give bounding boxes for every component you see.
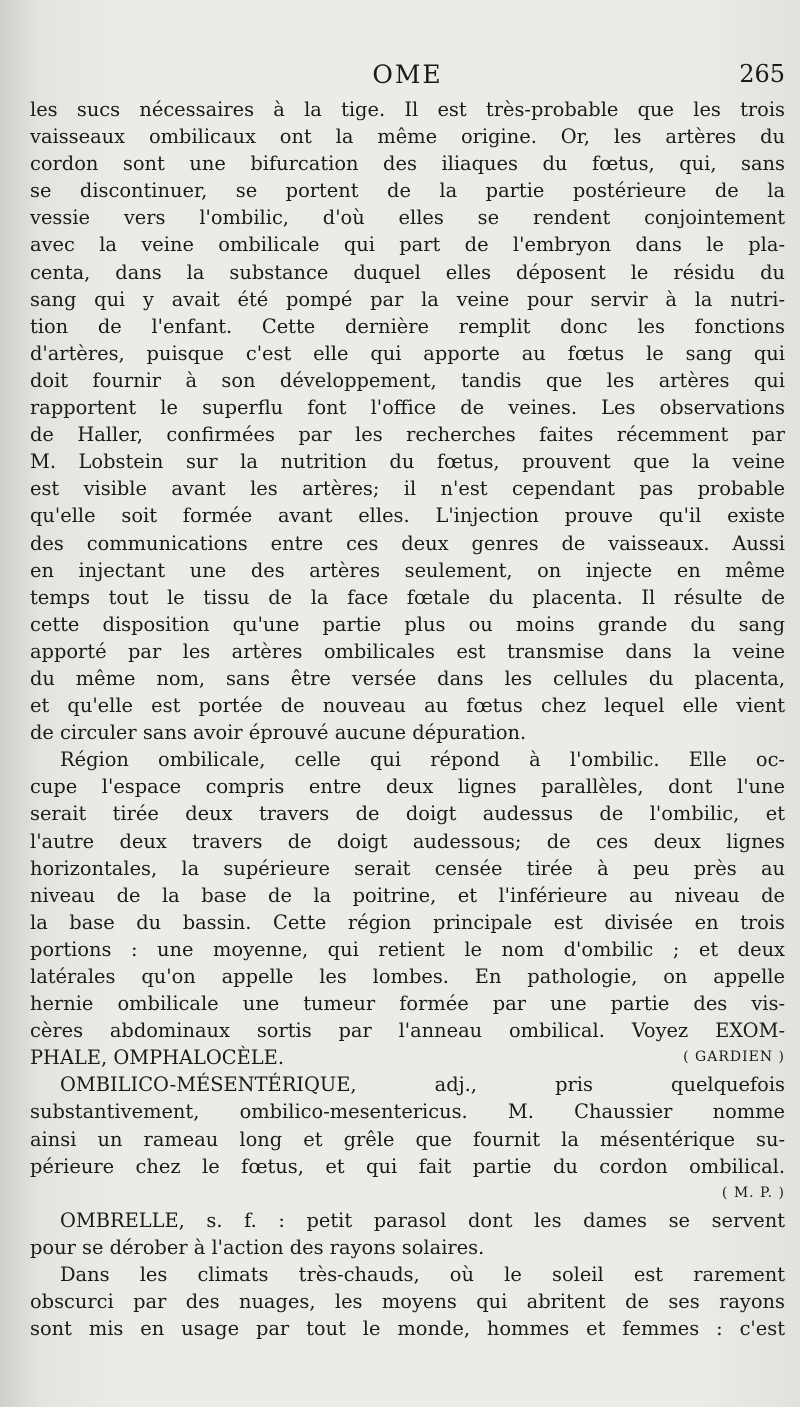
author-signature-mp: ( M. P. ) [721,1184,785,1201]
text-line: des communications entre ces deux genres de vaisseaux. Aussi [30,531,785,555]
text-line: se discontinuer, se portent de la partie postérieure de la [30,179,785,203]
text-line: les sucs nécessaires à la tige. Il est très-probable que les trois [30,98,785,121]
text-line: tion de l'enfant. Cette dernière remplit donc les fonctions [30,314,785,338]
text-line: sont mis en usage par tout le monde, hommes et femmes : c'est [30,1317,785,1341]
text-line: périeure chez le fœtus, et qui fait partie du cordon ombilical. [30,1154,785,1178]
text-line: en injectant une des artères seulement, on injecte en même [30,558,785,582]
entry-headword-line: OMBRELLE, s. f. : petit parasol dont les dames se servent [60,1208,785,1232]
text-line: temps tout le tissu de la face fœtale du placenta. Il résulte de [30,585,785,609]
text-line: cères abdominaux sortis par l'anneau ombilical. Voyez EXOM- [30,1019,785,1043]
text-line: cordon sont une bifurcation des iliaques du fœtus, qui, sans [30,152,785,176]
text-line: centa, dans la substance duquel elles déposent le résidu du [30,260,785,284]
body-text [30,96,785,1342]
text-line: la base du bassin. Cette région principale est divisée en trois [30,910,785,934]
text-line: serait tirée deux travers de doigt audessus de l'ombilic, et [30,802,785,826]
text-line: vaisseaux ombilicaux ont la même origine. Or, les artères du [30,125,785,149]
text-line: latérales qu'on appelle les lombes. En pathologie, on appelle [30,965,785,988]
running-head: OME [372,60,443,89]
text-line: l'autre deux travers de doigt audessous; de ces deux lignes [30,829,785,853]
page-number: 265 [739,60,785,88]
text-line: est visible avant les artères; il n'est cependant pas probable [30,477,785,501]
text-line: doit fournir à son développement, tandis que les artères qui [30,368,785,392]
text-line: de circuler sans avoir éprouvé aucune dépuration. [30,721,527,745]
text-line: et qu'elle est portée de nouveau au fœtus chez lequel elle vient [30,694,785,718]
text-line: pour se dérober à l'action des rayons solaires. [30,1235,485,1259]
text-line: apporté par les artères ombilicales est transmise dans la veine [30,639,785,663]
text-line: obscurci par des nuages, les moyens qui abritent de ses rayons [30,1290,785,1314]
text-line: d'artères, puisque c'est elle qui apporte au fœtus le sang qui [30,341,785,365]
text-line-content: PHALE, OMPHALOCÈLE. [30,1046,284,1070]
text-line: du même nom, sans être versée dans les cellules du placenta, [30,666,785,690]
text-line: portions : une moyenne, qui retient le nom d'ombilic ; et deux [30,937,785,961]
text-line: vessie vers l'ombilic, d'où elles se rendent conjointement [30,206,785,230]
text-line: substantivement, ombilico-mesentericus. M. Chaussier nomme [30,1100,785,1124]
text-line: horizontales, la supérieure serait censée tirée à peu près au [30,856,785,880]
page-header [30,60,785,94]
text-line: rapportent le superflu font l'office de veines. Les observations [30,396,785,420]
entry-headword-line: OMBILICO-MÉSENTÉRIQUE, adj., pris quelquefois [60,1073,785,1097]
text-line: cette disposition qu'une partie plus ou moins grande du sang [30,612,785,636]
author-signature-gardien: ( GARDIEN ) [683,1049,785,1066]
text-line [30,1044,785,1071]
text-line: Région ombilicale, celle qui répond à l'ombilic. Elle oc- [60,748,785,772]
text-line: cupe l'espace compris entre deux lignes parallèles, dont l'une [30,775,785,799]
text-line: qu'elle soit formée avant elles. L'injection prouve qu'il existe [30,504,785,528]
text-line: de Haller, confirmées par les recherches faites récemment par [30,423,785,447]
text-line: hernie ombilicale une tumeur formée par une partie des vis- [30,992,785,1016]
text-line: ainsi un rameau long et grêle que fournit la mésentérique su- [30,1127,785,1151]
text-line: sang qui y avait été pompé par la veine pour servir à la nutri- [30,287,785,311]
text-line: avec la veine ombilicale qui part de l'embryon dans le pla- [30,233,785,257]
text-line: Dans les climats très-chauds, où le soleil est rarement [60,1263,785,1287]
text-line: niveau de la base de la poitrine, et l'inférieure au niveau de [30,883,785,907]
text-line: M. Lobstein sur la nutrition du fœtus, prouvent que la veine [30,450,785,474]
